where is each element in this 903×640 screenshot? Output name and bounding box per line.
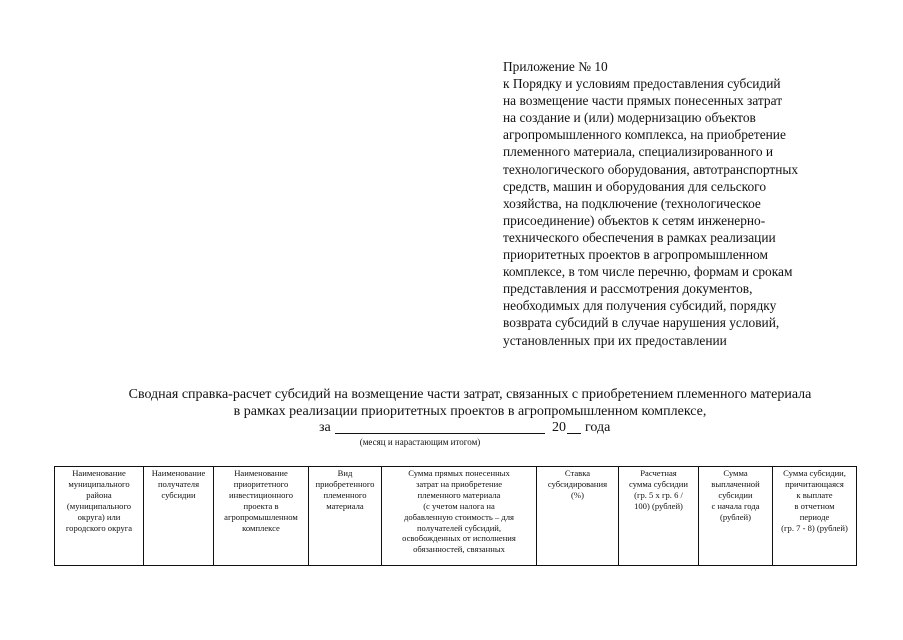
- appendix-line: на возмещение части прямых понесенных затрат: [503, 93, 783, 109]
- header-recipient: Наименование получателя субсидии: [144, 467, 214, 566]
- table-header-row: [55, 467, 857, 566]
- appendix-line: необходимых для получения субсидий, порядку: [503, 298, 777, 314]
- header-calculated-sum: Расчетная сумма субсидии (гр. 5 х гр. 6 / 100) (рублей): [619, 467, 699, 566]
- appendix-line: представления и рассмотрения документов,: [503, 281, 753, 297]
- title-line-2: в рамках реализации приоритетных проектов в агропромышленном комплексе,: [233, 404, 707, 419]
- appendix-line: Приложение № 10: [503, 59, 608, 74]
- header-material-type: Вид приобретенного племенного материала: [309, 467, 382, 566]
- period-hint: (месяц и нарастающим итогом): [359, 437, 481, 447]
- period-line: [300, 419, 630, 437]
- appendix-line: на создание и (или) модернизацию объектов: [503, 110, 756, 126]
- period-suffix: года: [585, 420, 611, 435]
- document-title: [60, 386, 880, 420]
- appendix-block: [503, 58, 863, 349]
- header-paid-sum: Сумма выплаченной субсидии с начала года (рублей): [699, 467, 773, 566]
- appendix-line: комплексе, в том числе перечню, формам и срокам: [503, 264, 793, 280]
- appendix-line: приоритетных проектов в агропромышленном: [503, 247, 768, 263]
- appendix-line: племенного материала, специализированного и: [503, 144, 774, 160]
- appendix-line: присоединение) объектов к сетям инженерно-: [503, 212, 766, 228]
- appendix-line: агропромышленного комплекса, на приобретение: [503, 127, 786, 143]
- header-rate: Ставка субсидирования (%): [537, 467, 619, 566]
- period-year-prefix: 20: [552, 420, 566, 435]
- header-costs: Сумма прямых понесенных затрат на приобретение племенного материала (с учетом налога на добавленную стоимость – для получателей субсидий, освобожденных от исполнения обязанностей, связанных: [382, 467, 537, 566]
- header-municipality: Наименование муниципального района (муниципального округа) или городского округа: [55, 467, 144, 566]
- title-line-1: Сводная справка-расчет субсидий на возмещение части затрат, связанных с приобретением племенного материала: [128, 387, 812, 402]
- header-due-sum: Сумма субсидии, причитающаяся к выплате в отчетном периоде (гр. 7 - 8) (рублей): [773, 467, 857, 566]
- period-month-blank: [335, 433, 545, 434]
- appendix-line: возврата субсидий в случае нарушения условий,: [503, 315, 780, 331]
- appendix-line: установленных при их предоставлении: [503, 332, 727, 348]
- period-year-blank: [567, 433, 581, 434]
- appendix-line: к Порядку и условиям предоставления субсидий: [503, 76, 781, 92]
- appendix-line: средств, машин и оборудования для сельского: [503, 178, 767, 194]
- appendix-line: технологического оборудования, автотранспортных: [503, 161, 799, 177]
- appendix-line: технического обеспечения в рамках реализации: [503, 229, 776, 245]
- subsidy-table: [54, 466, 857, 566]
- header-project: Наименование приоритетного инвестиционного проекта в агропромышленном комплексе: [214, 467, 309, 566]
- appendix-line: хозяйства, на подключение (технологическое: [503, 195, 761, 211]
- period-prefix: за: [319, 420, 331, 435]
